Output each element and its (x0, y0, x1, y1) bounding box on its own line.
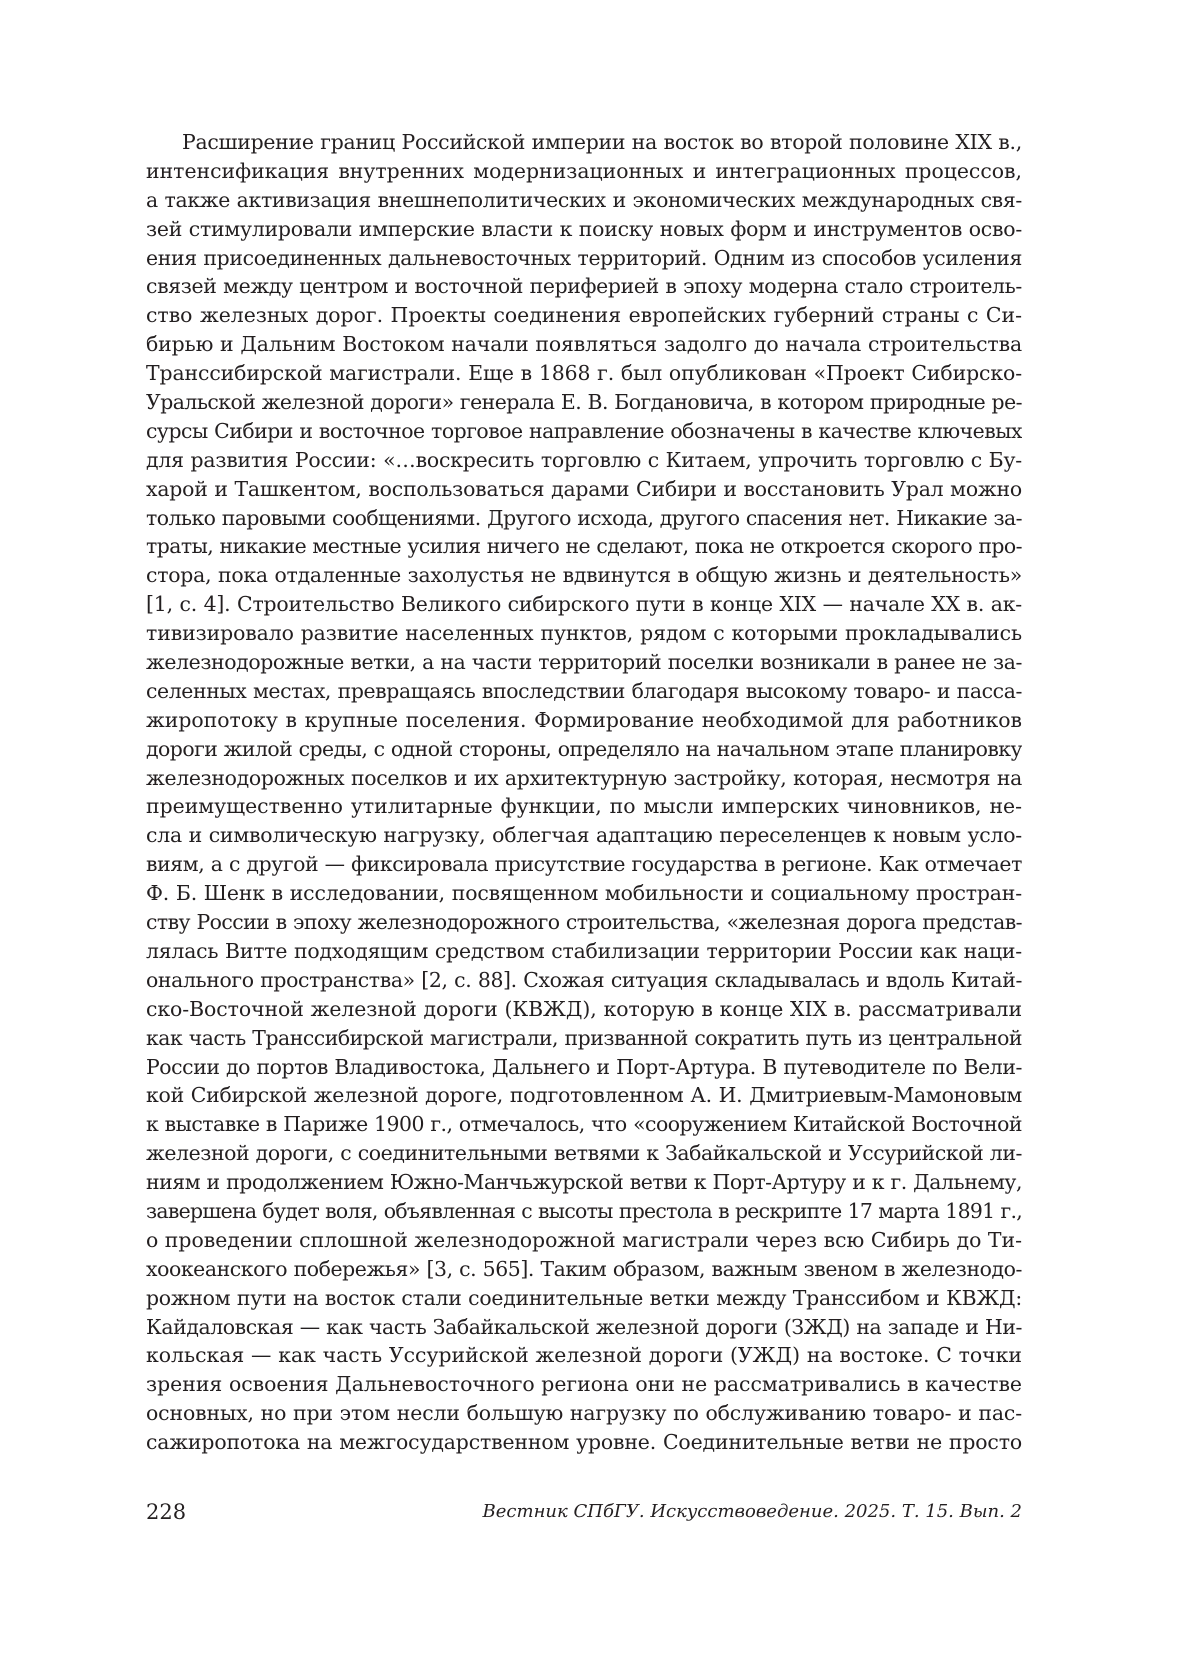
text-line: о проведении сплошной железнодорожной магистрали через всю Сибирь до Ти- (146, 1227, 1022, 1252)
text-line: России до портов Владивостока, Дальнего и Порт-Артура. В путеводителе по Вели- (146, 1054, 1022, 1079)
text-line: дороги жилой среды, с одной стороны, определяло на начальном этапе планировку (146, 736, 1022, 761)
text-line: для развития России: «…воскресить торговлю с Китаем, упрочить торговлю с Бу- (146, 447, 1022, 472)
text-line: железнодорожных поселков и их архитектурную застройку, которая, несмотря на (146, 765, 1022, 790)
text-line: Уральской железной дороги» генерала Е. В. Богдановича, в котором природные ре- (146, 390, 1022, 415)
text-line: связей между центром и восточной периферией в эпоху модерна стало строитель- (146, 274, 1022, 299)
text-line: железной дороги, с соединительными ветвями к Забайкальской и Уссурийской ли- (146, 1141, 1022, 1166)
text-line: ству России в эпоху железнодорожного строительства, «железная дорога представ- (146, 910, 1022, 935)
text-line: кольская — как часть Уссурийской железной дороги (УЖД) на востоке. С точки (146, 1343, 1022, 1368)
text-line: кой Сибирской железной дороге, подготовленном А. И. Дмитриевым-Мамоновым (146, 1083, 1022, 1108)
article-body-text (146, 128, 1022, 1457)
text-line: Расширение границ Российской империи на восток во второй половине XIX в., (182, 130, 1022, 154)
journal-running-title: Вестник СПбГУ. Искусствоведение. 2025. Т. 15. Вып. 2 (482, 1501, 1022, 1522)
text-line: Кайдаловская — как часть Забайкальской железной дороги (ЗЖД) на западе и Ни- (146, 1314, 1022, 1339)
text-line: а также активизация внешнеполитических и экономических международных свя- (146, 187, 1022, 212)
text-line: Транссибирской магистрали. Еще в 1868 г. был опубликован «Проект Сибирско- (146, 361, 1022, 386)
text-line: завершена будет воля, объявленная с высоты престола в рескрипте 17 марта 1891 г., (146, 1198, 1022, 1223)
text-line: основных, но при этом несли большую нагрузку по обслуживанию товаро- и пас- (146, 1401, 1022, 1426)
text-line: траты, никакие местные усилия ничего не сделают, пока не откроется скорого про- (146, 534, 1022, 559)
text-line: преимущественно утилитарные функции, по мысли имперских чиновников, не- (146, 794, 1022, 819)
text-line: ения присоединенных дальневосточных территорий. Одним из способов усиления (146, 245, 1022, 270)
text-line: к выставке в Париже 1900 г., отмечалось, что «сооружением Китайской Восточной (146, 1112, 1022, 1137)
text-line: хоокеанского побережья» [3, с. 565]. Таким образом, важным звеном в железнодо- (146, 1256, 1022, 1281)
text-line: сажиропотока на межгосударственном уровне. Соединительные ветви не просто (146, 1430, 1022, 1455)
text-line: тивизировало развитие населенных пунктов, рядом с которыми прокладывались (146, 621, 1022, 646)
text-line: бирью и Дальним Востоком начали появляться задолго до начала строительства (146, 332, 1022, 357)
page-number: 228 (146, 1500, 187, 1524)
text-line: как часть Транссибирской магистрали, призванной сократить путь из центральной (146, 1025, 1022, 1050)
text-line: сурсы Сибири и восточное торговое направление обозначены в качестве ключевых (146, 418, 1022, 443)
text-line: онального пространства» [2, с. 88]. Схожая ситуация складывалась и вдоль Китай- (146, 967, 1022, 992)
text-line: только паровыми сообщениями. Другого исхода, другого спасения нет. Никакие за- (146, 505, 1022, 530)
text-line: харой и Ташкентом, воспользоваться дарами Сибири и восстановить Урал можно (146, 476, 1022, 501)
text-line: селенных местах, превращаясь впоследствии благодаря высокому товаро- и пасса- (146, 678, 1022, 703)
text-line: зей стимулировали имперские власти к поиску новых форм и инструментов осво- (146, 216, 1022, 241)
text-line: жиропотоку в крупные поселения. Формирование необходимой для работников (146, 707, 1022, 732)
text-line: ниям и продолжением Южно-Манчьжурской ветви к Порт-Артуру и к г. Дальнему, (146, 1170, 1022, 1195)
text-line: Ф. Б. Шенк в исследовании, посвященном мобильности и социальному простран- (146, 881, 1022, 906)
text-line: рожном пути на восток стали соединительные ветки между Транссибом и КВЖД: (146, 1285, 1022, 1310)
text-line: интенсификация внутренних модернизационных и интеграционных процессов, (146, 158, 1022, 183)
text-line: железнодорожные ветки, а на части территорий поселки возникали в ранее не за- (146, 650, 1022, 675)
text-line: ско-Восточной железной дороги (КВЖД), которую в конце XIX в. рассматривали (146, 996, 1022, 1021)
text-line: стора, пока отдаленные захолустья не вдвинутся в общую жизнь и деятельность» (146, 563, 1022, 588)
text-line: зрения освоения Дальневосточного региона они не рассматривались в качестве (146, 1372, 1022, 1397)
text-line: виям, а с другой — фиксировала присутствие государства в регионе. Как отмечает (146, 852, 1022, 877)
text-line: лялась Витте подходящим средством стабилизации территории России как наци- (146, 938, 1022, 963)
text-line: сла и символическую нагрузку, облегчая адаптацию переселенцев к новым усло- (146, 823, 1022, 848)
page-footer (146, 1497, 1022, 1527)
text-line: ство железных дорог. Проекты соединения европейских губерний страны с Си- (146, 303, 1022, 328)
text-line: [1, с. 4]. Строительство Великого сибирского пути в конце XIX — начале XX в. ак- (146, 592, 1022, 617)
